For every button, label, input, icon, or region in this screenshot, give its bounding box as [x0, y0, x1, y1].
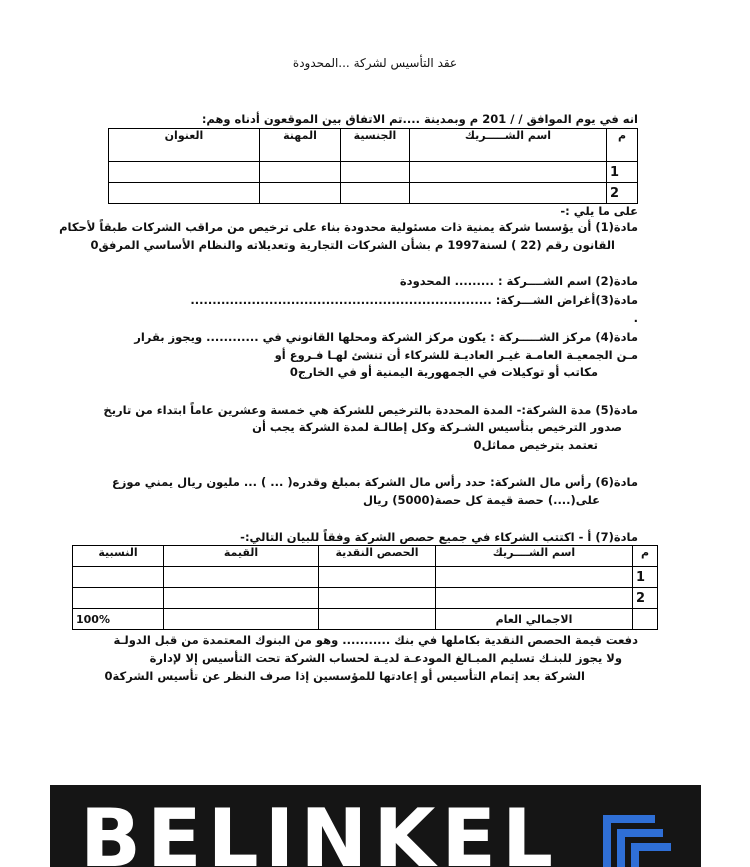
col-address: العنوان	[109, 129, 260, 162]
cell	[260, 162, 341, 183]
row-number: 2	[607, 183, 638, 204]
article-6-line-1: مادة(6) رأس مال الشركة: حدد رأس مال الشركة بمبلغ وقدره( ... ) ... مليون ريال يمني موزع	[111, 475, 638, 489]
col-number: م	[633, 546, 658, 567]
col-profession: المهنة	[260, 129, 341, 162]
brand-footer	[50, 785, 701, 867]
article-1-line-1: مادة(1) أن يؤسسا شركة يمنية ذات مسئولية محدودة بناء على ترخيص من مراقب الشركات طبقاً لأحكام	[59, 220, 638, 234]
col-partner-name: اسم الشــــريك	[436, 546, 633, 567]
table-row	[73, 567, 658, 588]
article-4-line-1: مادة(4) مركز الشـــــركة : يكون مركز الشركة ومحلها القانوني في ............ ويجوز بقرار	[134, 330, 638, 344]
article-5-line-1: مادة(5) مدة الشركة:- المدة المحددة بالترخيص للشركة هي خمسة وعشرين عاماً ابتداء من تاريخ	[103, 403, 638, 417]
col-percentage: النسبية	[73, 546, 164, 567]
article-5-line-3: تعتمد بترخيص مماثل0	[473, 438, 598, 452]
cell	[164, 588, 319, 609]
row-number: 1	[633, 567, 658, 588]
article-4-line-3: مكاتب أو توكيلات في الجمهورية اليمنية أو في الخارج0	[289, 365, 598, 379]
article-5-line-2: صدور الترخيص بتأسيس الشـركة وكل إطالـة لمدة الشركة يجب أن	[252, 420, 622, 434]
partners-table	[108, 128, 638, 204]
cell	[436, 588, 633, 609]
cell	[341, 183, 410, 204]
payment-line-3: الشركة بعد إتمام التأسيس أو إعادتها للمؤسسين إذا صرف النظر عن تأسيس الشركة0	[104, 669, 585, 683]
intro-line: انه في يوم الموافق / / 201 م وبمدينة ....تم الاتفاق بين الموقعون أدناه وهم:	[201, 112, 638, 126]
cell	[633, 609, 658, 630]
cell	[109, 183, 260, 204]
article-3-dot: .	[633, 311, 638, 325]
article-2: مادة(2) اسم الشــــركة : ......... المحدودة	[399, 274, 638, 288]
total-label: الاجمالي العام	[436, 609, 633, 630]
article-6-line-2: على(....) حصة قيمة كل حصة(5000) ريال	[362, 493, 600, 507]
brand-wordmark: BELINKEL	[80, 792, 559, 867]
col-nationality: الجنسية	[341, 129, 410, 162]
chevron-stack-icon	[597, 805, 677, 867]
article-7-intro: مادة(7) أ - اكتتب الشركاء في جميع حصص الشركة وفقاً للبيان التالي:-	[240, 530, 638, 544]
cell	[164, 567, 319, 588]
cell	[341, 162, 410, 183]
col-cash-shares: الحصص النقدية	[319, 546, 436, 567]
cell	[410, 162, 607, 183]
table-row	[109, 183, 638, 204]
shares-table	[72, 545, 658, 630]
article-1-line-2: القانون رقم (22 ) لسنة1997 م بشأن الشركات التجارية وتعديلاته والنظام الأساسي المرفق0	[90, 238, 615, 252]
document-title: عقد التأسيس لشركة ...المحدودة	[292, 56, 458, 70]
cell	[319, 609, 436, 630]
cell	[260, 183, 341, 204]
cell	[319, 567, 436, 588]
cell	[164, 609, 319, 630]
cell	[73, 567, 164, 588]
col-partner-name: اسم الشـــــريك	[410, 129, 607, 162]
row-number: 2	[633, 588, 658, 609]
payment-line-1: دفعت قيمة الحصص النقدية بكاملها في بنك ........... وهو من البنوك المعتمدة من قبل الدولـة	[113, 633, 638, 647]
total-row	[73, 609, 658, 630]
table-row	[73, 588, 658, 609]
cell	[109, 162, 260, 183]
cell	[436, 567, 633, 588]
cell	[410, 183, 607, 204]
cell	[319, 588, 436, 609]
total-percentage: 100%	[73, 609, 164, 630]
cell	[73, 588, 164, 609]
col-number: م	[607, 129, 638, 162]
col-value: القيمة	[164, 546, 319, 567]
payment-line-2: ولا يجوز للبنـك تسليم المبـالغ المودعـة لديـة لحساب الشركة تحت التأسيس إلا لإدارة	[149, 651, 622, 665]
agreed-line: على ما يلي :-	[560, 204, 638, 218]
article-4-line-2: مـن الجمعيـة العامـة غيـر العاديـة للشركاء أن تنشئ لهـا فـروع أو	[274, 348, 638, 362]
table-row	[109, 162, 638, 183]
row-number: 1	[607, 162, 638, 183]
article-3: مادة(3)أغراض الشـــركة: .....................................................................	[190, 293, 638, 307]
